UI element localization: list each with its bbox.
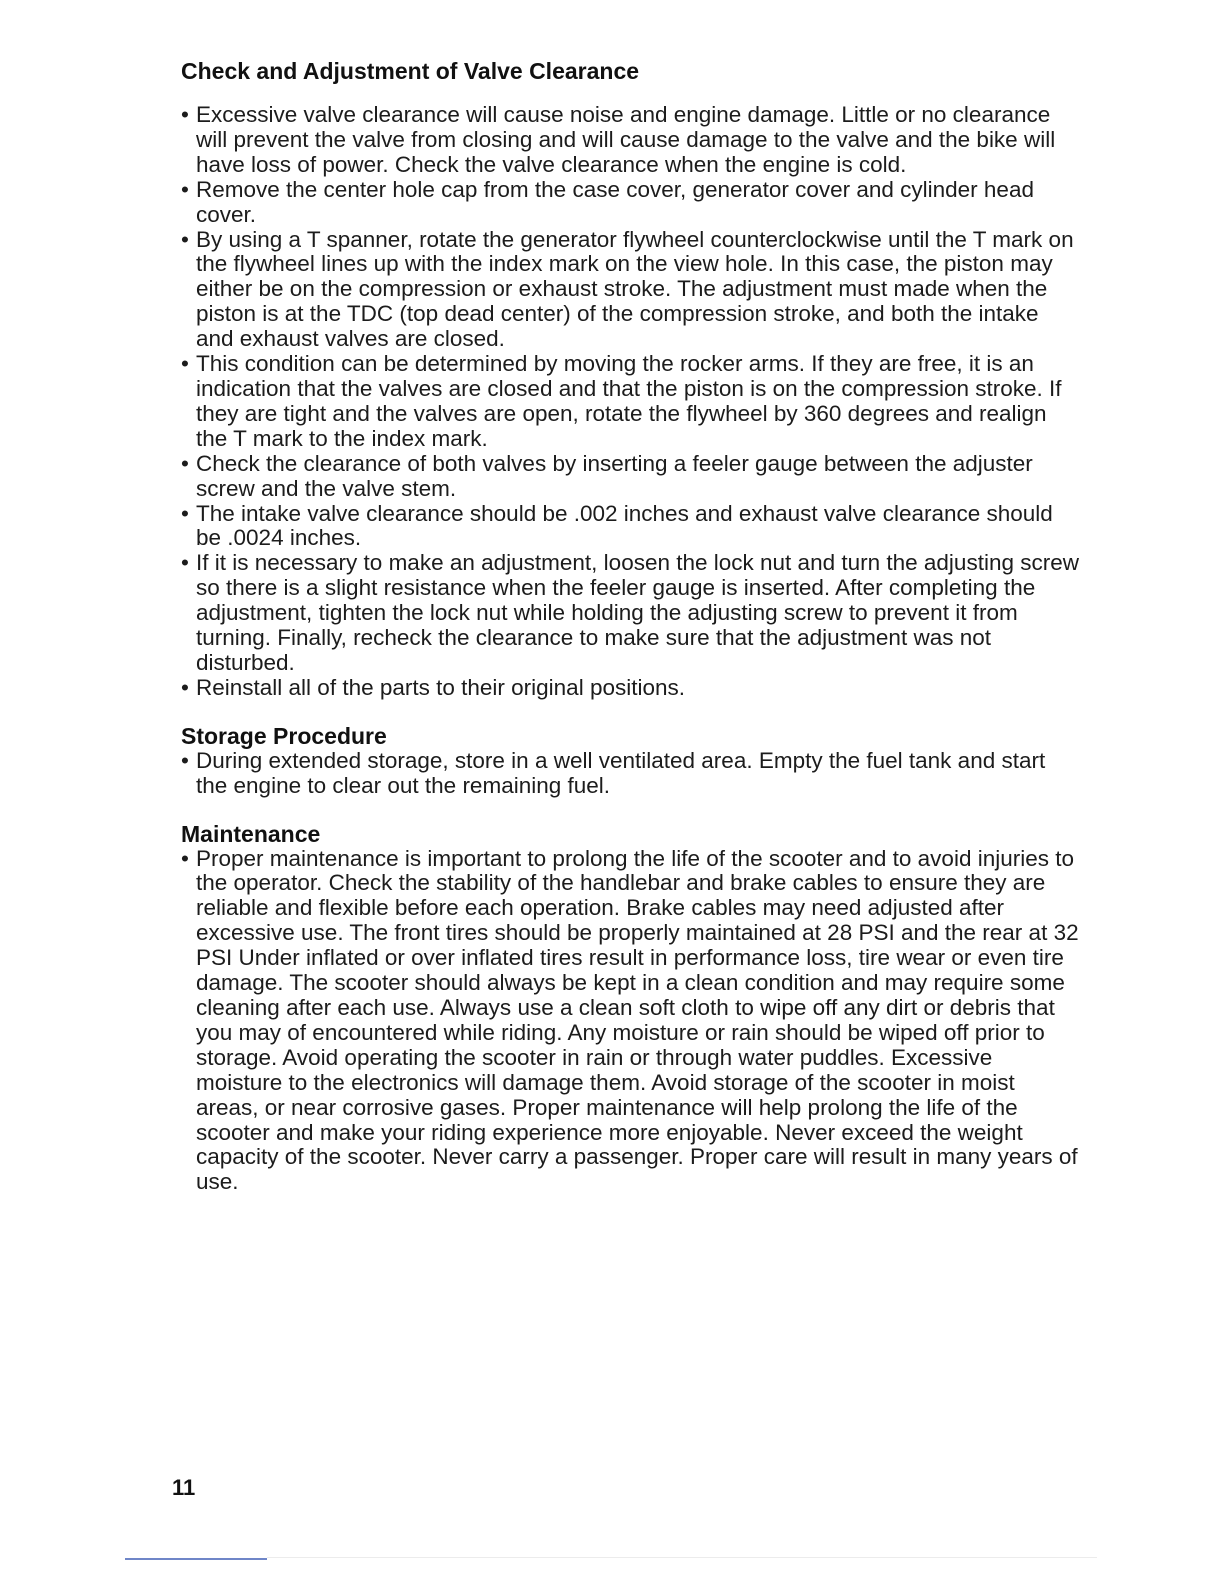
bullet-icon: • [181, 550, 189, 576]
bullet-icon: • [181, 500, 189, 526]
list-item [181, 103, 1081, 178]
list-item-text: If it is necessary to make an adjustment, loosen the lock nut and turn the adjusting screw so there is a slight resistance when the feeler gauge is inserted. After completing the adjustment, tighten the lock nut while holding the adjusting screw to prevent it from turning. Finally, recheck the clearance to make sure that the adjustment was not disturbed. [196, 550, 1079, 675]
list-item-text: Remove the center hole cap from the case cover, generator cover and cylinder head cover. [196, 176, 1034, 227]
list-item [181, 502, 1081, 552]
list-item [181, 452, 1081, 502]
list-item-text: By using a T spanner, rotate the generator flywheel counterclockwise until the T mark on the flywheel lines up with the index mark on the view hole. In this case, the piston may either be on the compression or exhaust stroke. The adjustment must made when the piston is at the TDC (top dead center) of the compression stroke, and both the intake and exhaust valves are closed. [196, 226, 1074, 352]
page-number: 11 [172, 1475, 196, 1500]
maintenance-list [181, 847, 1081, 1196]
list-item [181, 228, 1081, 353]
bullet-icon: • [181, 845, 189, 871]
list-item-text: During extended storage, store in a well ventilated area. Empty the fuel tank and start the engine to clear out the remaining fuel. [196, 747, 1046, 798]
footer-rule-faint [267, 1557, 1097, 1558]
bullet-icon: • [181, 450, 189, 476]
list-item-text: Excessive valve clearance will cause noise and engine damage. Little or no clearance will prevent the valve from closing and will cause damage to the valve and the bike will have loss of power. Check the valve clearance when the engine is cold. [196, 102, 1056, 177]
bullet-icon: • [181, 674, 189, 700]
bullet-icon: • [181, 351, 189, 377]
storage-procedure-list [181, 749, 1081, 799]
section-heading-storage-procedure: Storage Procedure [181, 722, 387, 749]
footer-rule [125, 1558, 267, 1560]
bullet-icon: • [181, 226, 189, 252]
bullet-icon: • [181, 176, 189, 202]
list-item-text: Reinstall all of the parts to their original positions. [196, 674, 686, 700]
page-content [181, 58, 1081, 1195]
list-item-text: This condition can be determined by moving the rocker arms. If they are free, it is an indication that the valves are closed and that the piston is on the compression stroke. If they are tight and the valves are open, rotate the flywheel by 360 degrees and realign the T mark to the index mark. [196, 351, 1062, 451]
list-item [181, 749, 1081, 799]
list-item [181, 847, 1081, 1196]
bullet-icon: • [181, 747, 189, 773]
list-item [181, 178, 1081, 228]
list-item [181, 676, 1081, 701]
list-item [181, 352, 1081, 452]
section-heading-maintenance: Maintenance [181, 820, 321, 847]
bullet-icon: • [181, 102, 189, 127]
list-item-text: Check the clearance of both valves by inserting a feeler gauge between the adjuster screw and the valve stem. [196, 450, 1033, 501]
list-item-text: The intake valve clearance should be .002 inches and exhaust valve clearance should be .0024 inches. [196, 500, 1053, 551]
valve-clearance-list [181, 103, 1081, 701]
section-heading-valve-clearance: Check and Adjustment of Valve Clearance [181, 58, 640, 84]
list-item [181, 551, 1081, 676]
list-item-text: Proper maintenance is important to prolong the life of the scooter and to avoid injuries to the operator. Check the stability of the handlebar and brake cables to ensure they are reliable and flexible before each operation. Brake cables may need adjusted after excessive use. The front tires should be properly maintained at 28 PSI and the rear at 32 PSI Under inflated or over inflated tires result in performance loss, tire wear or even tire damage. The scooter should always be kept in a clean condition and may require some cleaning after each use. Always use a clean soft cloth to wipe off any dirt or debris that you may of encountered while riding. Any moisture or rain should be wiped off prior to storage. Avoid operating the scooter in rain or through water puddles. Excessive moisture to the electronics will damage them. Avoid storage of the scooter in moist areas, or near corrosive gases. Proper maintenance will help prolong the life of the scooter and make your riding experience more enjoyable. Never exceed the weight capacity of the scooter. Never carry a passenger. Proper care will result in many years of use. [196, 845, 1079, 1195]
